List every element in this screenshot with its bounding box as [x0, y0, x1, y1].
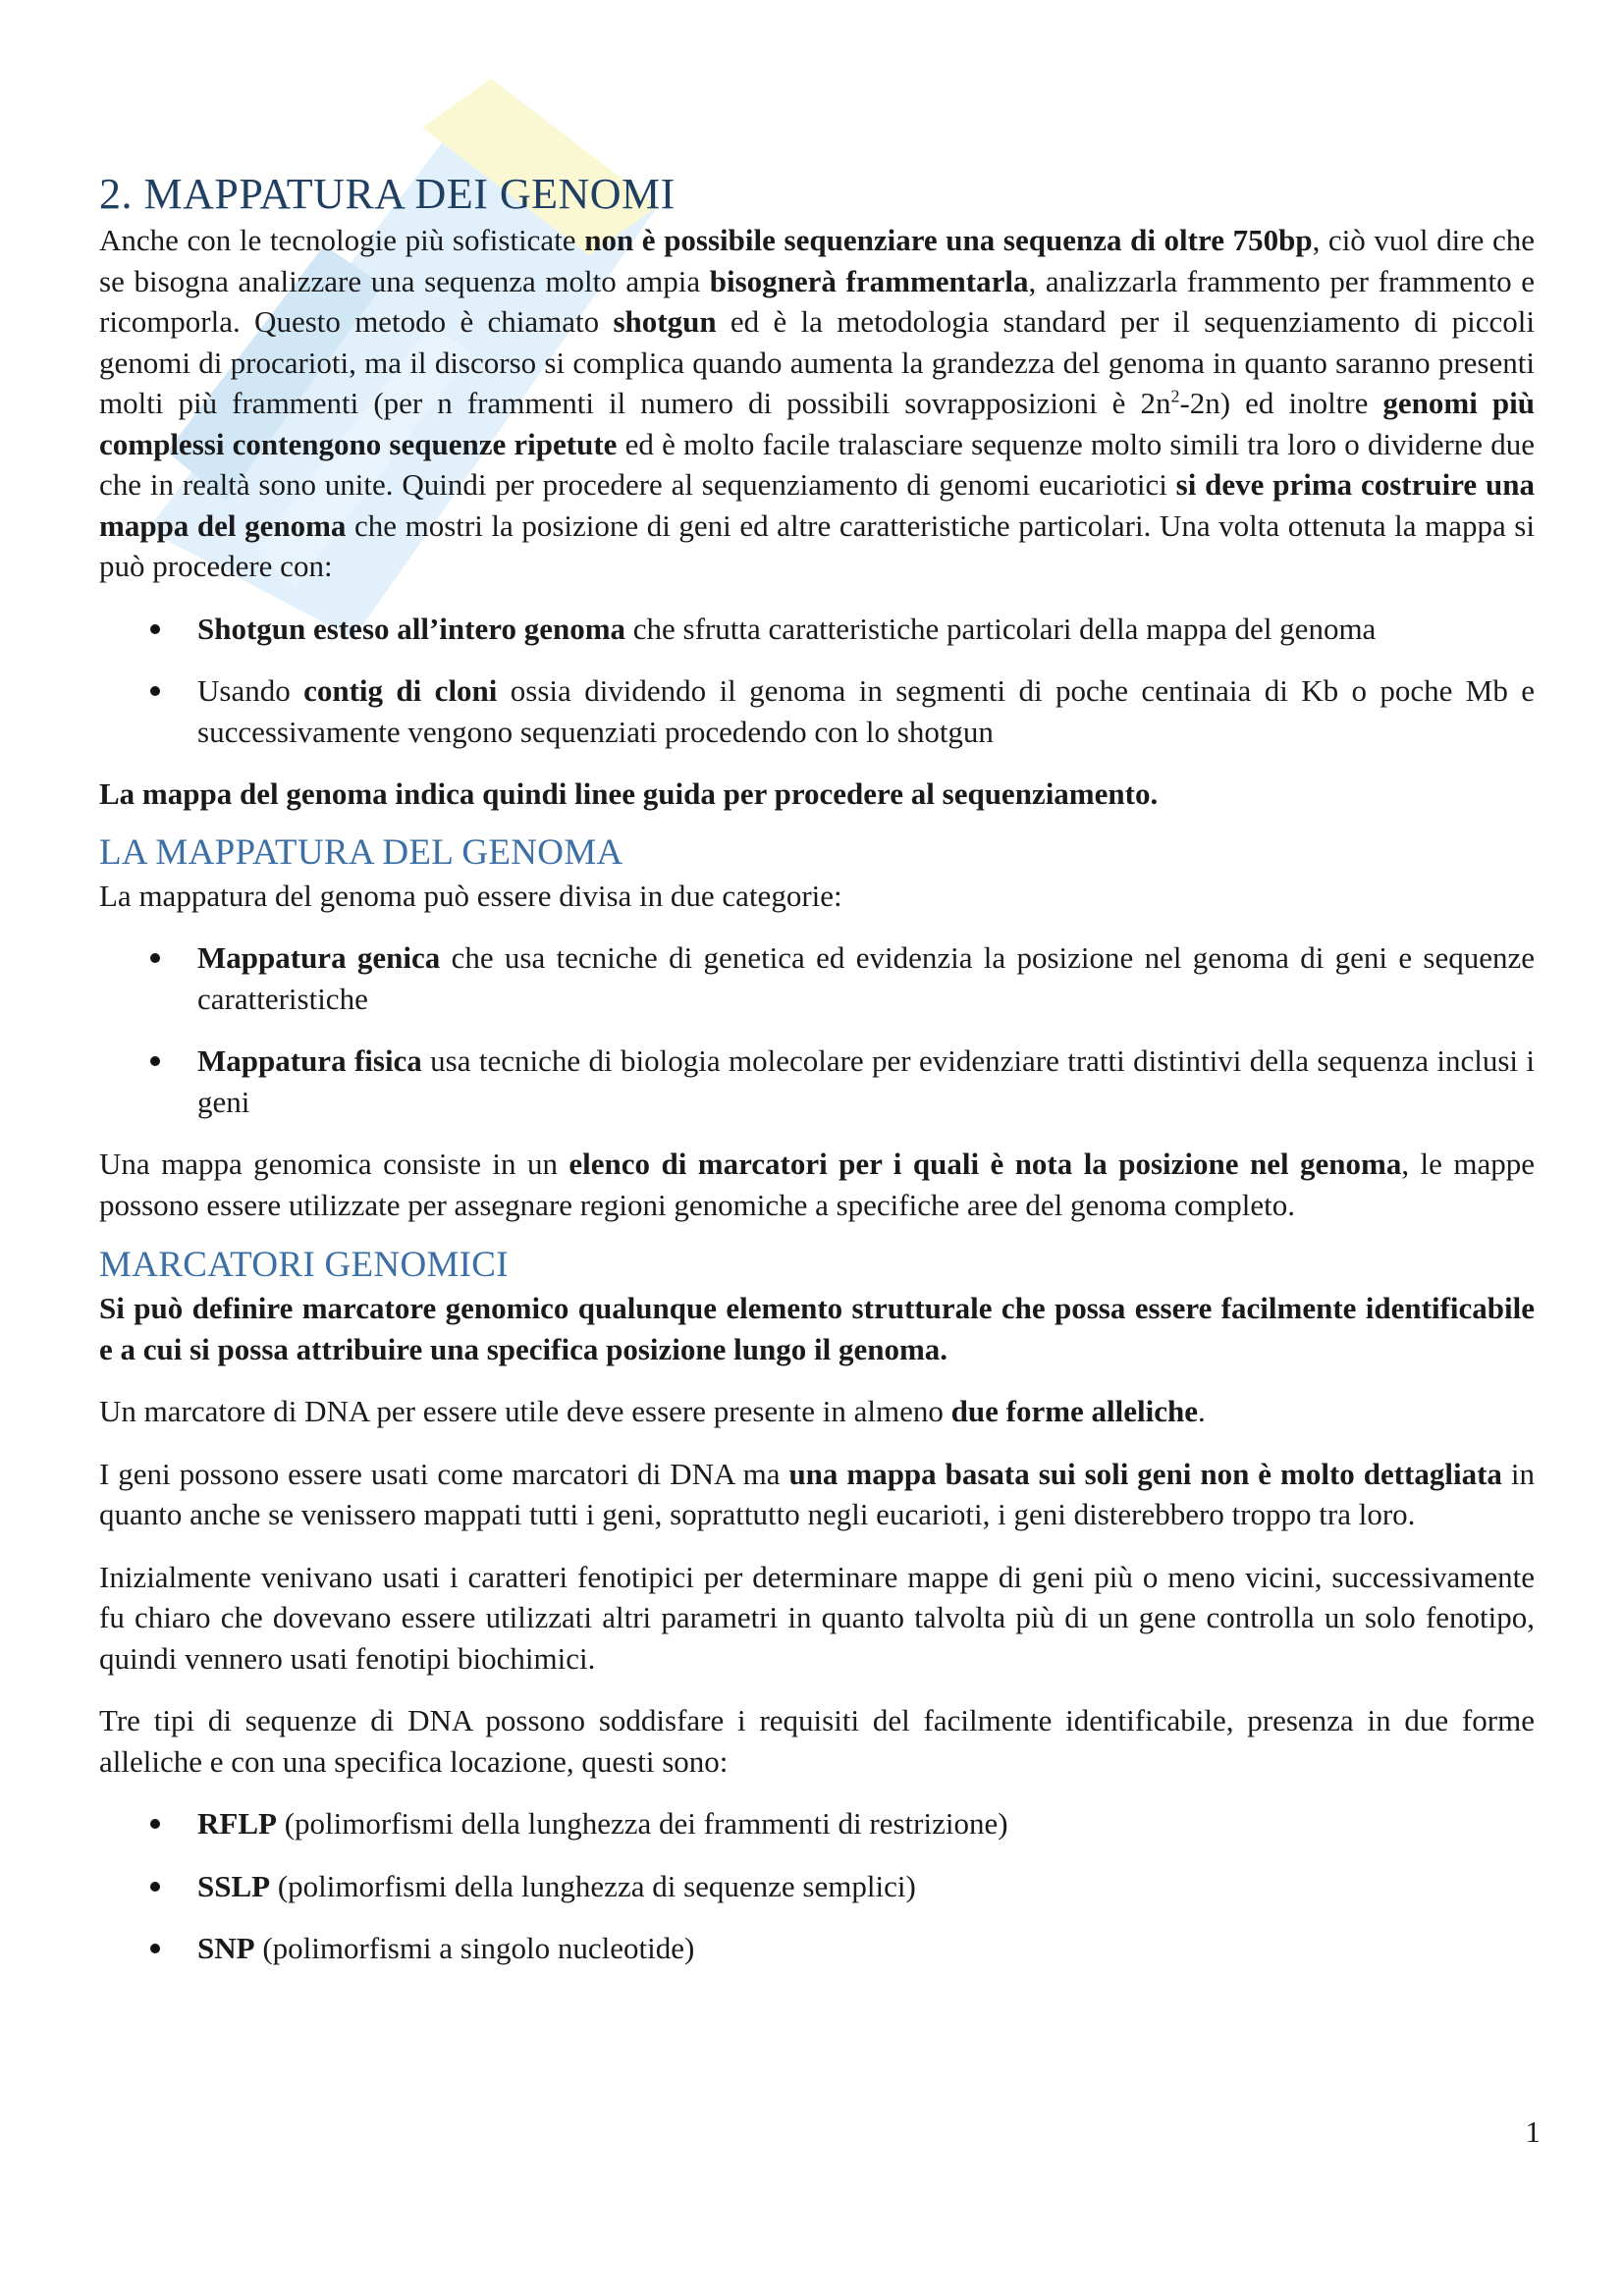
bullet-icon: [150, 1819, 160, 1829]
list-item: Mappatura fisica usa tecniche di biologia molecolare per evidenziare tratti distintivi della sequenza inclusi i geni: [99, 1041, 1535, 1122]
section2-paragraph-1: Un marcatore di DNA per essere utile deve essere presente in almeno due forme alleliche.: [99, 1394, 1206, 1428]
section-heading-marcatori: MARCATORI GENOMICI: [99, 1245, 509, 1285]
bullet-icon: [150, 953, 160, 963]
bullet-icon: [150, 686, 160, 696]
list-item: Usando contig di cloni ossia dividendo il genoma in segmenti di poche centinaia di Kb o poche Mb e successivamente vengono sequenziati procedendo con lo shotgun: [99, 670, 1535, 752]
section2-paragraph-2: I geni possono essere usati come marcatori di DNA ma una mappa basata sui soli geni non è molto dettagliata in quanto anche se venissero mappati tutti i geni, soprattutto negli eucarioti, i geni disterebbero troppo tra loro.: [99, 1456, 1535, 1531]
page-number: 1: [1525, 2114, 1541, 2149]
section2-paragraph-3: Inizialmente venivano usati i caratteri fenotipici per determinare mappe di geni più o meno vicini, successivamente fu chiaro che dovevano essere utilizzati altri parametri in quanto talvolta più di un gene controlla un solo fenotipo, quindi vennero usati fenotipi biochimici.: [99, 1559, 1535, 1676]
list-item: SSLP (polimorfismi della lunghezza di sequenze semplici): [99, 1866, 1535, 1907]
list-item: SNP (polimorfismi a singolo nucleotide): [99, 1928, 1535, 1969]
mapping-categories-list: [99, 937, 1535, 1122]
section-heading-mappatura: LA MAPPATURA DEL GENOMA: [99, 831, 623, 873]
bullet-icon: [150, 1882, 160, 1892]
intro-paragraph: Anche con le tecnologie più sofisticate non è possibile sequenziare una sequenza di oltre 750bp, ciò vuol dire che se bisogna analizzare una sequenza molto ampia bisognerà frammentarla, analizzarla frammento per frammento e ricomporla. Questo metodo è chiamato shotgun ed è la metodologia standard per il sequenziamento di piccoli genomi di procarioti, ma il discorso si complica quando aumenta la grandezza del genoma in quanto saranno presenti molti più frammenti (per n frammenti il numero di possibili sovrapposizioni è $2n^2-2n$) ed inoltre genomi più complessi contengono sequenze ripetute ed è molto facile tralasciare sequenze molto simili tra loro o dividerne due che in realtà sono unite. Quindi per procedere al sequenziamento di genomi eucariotici si deve prima costruire una mappa del genoma che mostri la posizione di geni ed altre caratteristiche particolari. Una volta ottenuta la mappa si può procedere con:: [99, 223, 1536, 583]
document-page: [99, 169, 1535, 1991]
bullet-icon: [150, 624, 160, 634]
section2-paragraph-4: Tre tipi di sequenze di DNA possono soddisfare i requisiti del facilmente identificabile, presenza in due forme alleliche e con una specifica locazione, questi sono:: [99, 1703, 1535, 1779]
sequencing-methods-list: [99, 609, 1535, 753]
section1-closing: Una mappa genomica consiste in un elenco di marcatori per i quali è nota la posizione nel genoma, le mappe possono essere utilizzate per assegnare regioni genomiche a specifiche aree del genoma completo.: [99, 1147, 1535, 1222]
marker-types-list: [99, 1803, 1535, 1969]
section1-intro: La mappatura del genoma può essere divisa in due categorie:: [99, 878, 842, 913]
bullet-icon: [150, 1944, 160, 1953]
page-title: 2. MAPPATURA DEI GENOMI: [99, 170, 676, 218]
list-item: RFLP (polimorfismi della lunghezza dei frammenti di restrizione): [99, 1803, 1535, 1844]
summary-paragraph: La mappa del genoma indica quindi linee guida per procedere al sequenziamento.: [99, 776, 1159, 811]
list-item: Shotgun esteso all’intero genoma che sfrutta caratteristiche particolari della mappa del genoma: [99, 609, 1535, 650]
list-item: Mappatura genica che usa tecniche di genetica ed evidenzia la posizione nel genoma di geni e sequenze caratteristiche: [99, 937, 1535, 1019]
bullet-icon: [150, 1056, 160, 1066]
marker-definition: Si può definire marcatore genomico qualunque elemento strutturale che possa essere facilmente identificabile e a cui si possa attribuire una specifica posizione lungo il genoma.: [99, 1291, 1535, 1366]
